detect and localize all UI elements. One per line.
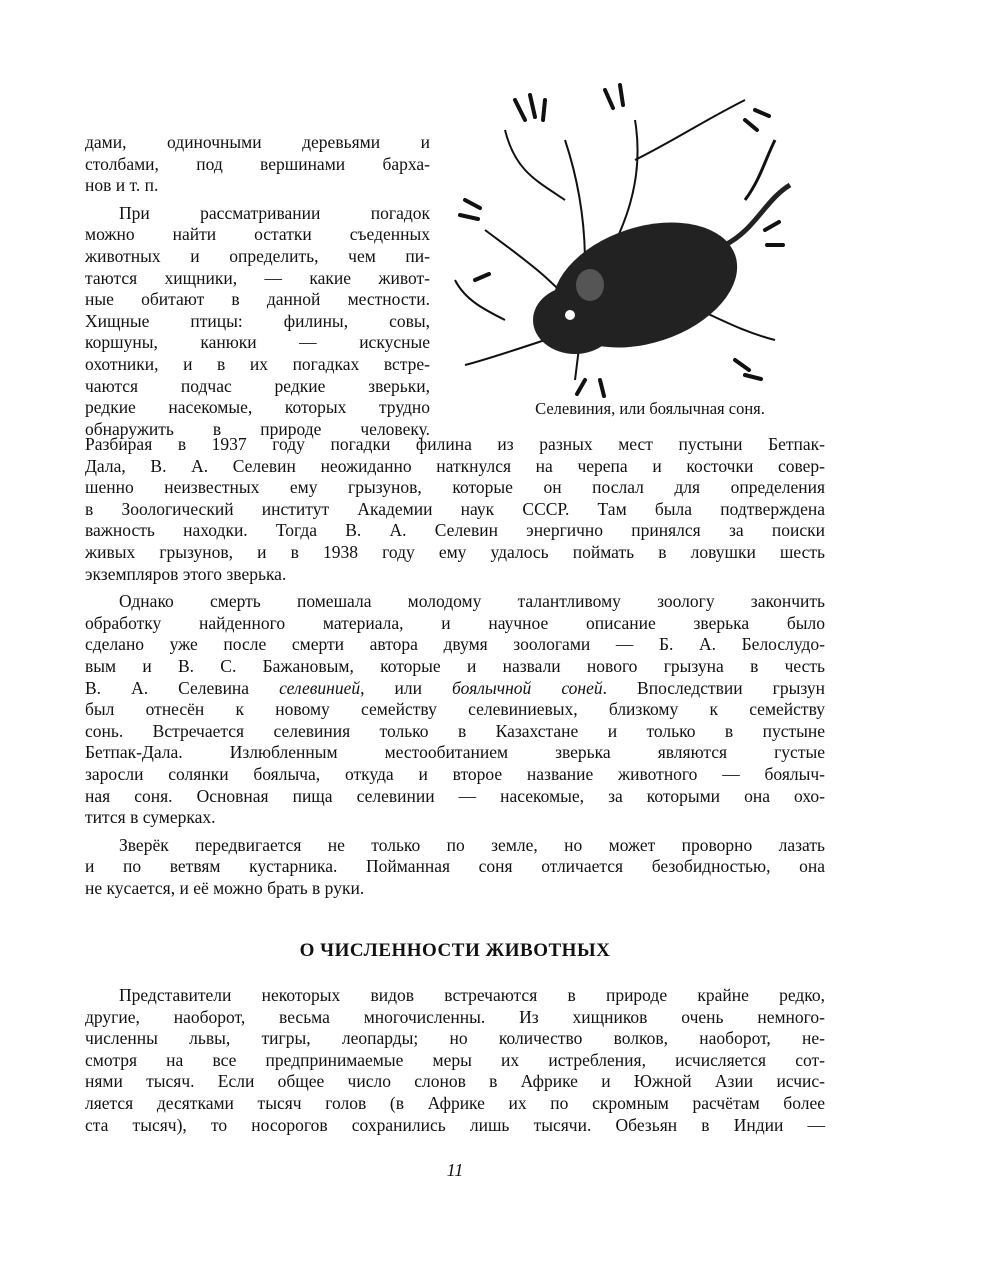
text-line: столбами, под вершинами барха- (85, 153, 430, 174)
text-line: чаются подчас редкие зверьки, (85, 375, 430, 396)
text-line: важность находки. Тогда В. А. Селевин энергично принялся за поиски (85, 520, 825, 541)
text-line: коршуны, канюки — искусные (85, 332, 430, 353)
text-line: в Зоологический институт Академии наук СССР. Там была подтверждена (85, 498, 825, 519)
paragraph (85, 132, 430, 197)
text-line: другие, наоборот, весьма многочисленны. Из хищников очень немного- (85, 1006, 825, 1027)
left-column-text (85, 132, 430, 440)
text-line: Зверёк передвигается не только по земле, но может проворно лазать (119, 834, 825, 855)
text-line: шенно неизвестных ему грызунов, которые он послал для определения (85, 477, 825, 498)
text-line: Дала, В. А. Селевин неожиданно наткнулся на черепа и косточки совер- (85, 455, 825, 476)
text-line: В. А. Селевина селевинией, или боялычной соней. Впоследствии грызун (85, 677, 825, 698)
text-line: смотря на все предпринимаемые меры их истребления, исчисляется сот- (85, 1049, 825, 1070)
section-heading: О ЧИСЛЕННОСТИ ЖИВОТНЫХ (299, 940, 611, 961)
paragraph (85, 203, 430, 441)
selevinia-illustration (445, 80, 795, 400)
section-text (85, 985, 825, 1136)
text-line: дами, одиночными деревьями и (85, 132, 430, 152)
text-line: обнаружить в природе человеку. (85, 418, 430, 439)
text-line: редкие насекомые, которых трудно (85, 397, 430, 418)
paragraph (85, 985, 825, 1136)
text-line: таются хищники, — какие живот- (85, 267, 430, 288)
text-line: ста тысяч), то носорогов сохранились лишь тысячи. Обезьян в Индии — (85, 1114, 825, 1135)
text-line: животных и определить, чем пи- (85, 245, 430, 266)
text-line: тится в сумерках. (85, 807, 216, 828)
text-line: численны львы, тигры, леопарды; но количество волков, наоборот, не- (85, 1028, 825, 1049)
text-line: Хищные птицы: филины, совы, (85, 310, 430, 331)
text-line: нями тысяч. Если общее число слонов в Африке и Южной Азии исчис- (85, 1071, 825, 1092)
text-line: ляется десятками тысяч голов (в Африке их по скромным расчётам более (85, 1092, 825, 1113)
text-line: Разбирая в 1937 году погадки филина из разных мест пустыни Бетпак- (85, 434, 825, 454)
paragraph (85, 835, 825, 900)
italic-term: селевинией (279, 677, 361, 698)
text-line: Бетпак-Дала. Излюбленным местообитанием зверька являются густые (85, 742, 825, 763)
main-text (85, 434, 825, 899)
text-line: ная соня. Основная пища селевинии — насекомые, за которыми она охо- (85, 785, 825, 806)
figure-caption: Селевиния, или боялычная соня. (535, 399, 765, 418)
text-line: экземпляров этого зверька. (85, 563, 287, 584)
text-line: был отнесён к новому семейству селевиниевых, близкому к семейству (85, 699, 825, 720)
text-line: можно найти остатки съеденных (85, 224, 430, 245)
text-line: обработку найденного материала, и научное описание зверька было (85, 612, 825, 633)
text-line: живых грызунов, и в 1938 году ему удалось поймать в ловушки шесть (85, 541, 825, 562)
paragraph (85, 434, 825, 585)
text-line: не кусается, и её можно брать в руки. (85, 877, 365, 898)
text-line: ные обитают в данной местности. (85, 289, 430, 310)
text-line: сделано уже после смерти автора двумя зоологами — Б. А. Белослудо- (85, 634, 825, 655)
text-line: заросли солянки боялыча, откуда и второе название животного — боялыч- (85, 763, 825, 784)
text-line: и по ветвям кустарника. Пойманная соня отличается безобидностью, она (85, 856, 825, 877)
text-line: Представители некоторых видов встречаются в природе крайне редко, (119, 985, 825, 1005)
text-line: охотники, и в их погадках встре- (85, 353, 430, 374)
text-line: сонь. Встречается селевиния только в Казахстане и только в пустыне (85, 720, 825, 741)
text-line: вым и В. С. Бажановым, которые и назвали нового грызуна в честь (85, 655, 825, 676)
text-line: Однако смерть помешала молодому талантливому зоологу закончить (119, 591, 825, 612)
page-number: 11 (446, 1160, 464, 1180)
paragraph (85, 591, 825, 829)
text-line: нов и т. п. (85, 175, 159, 196)
text-line: При рассматривании погадок (119, 202, 430, 223)
italic-term: боялычной соней (452, 677, 603, 698)
